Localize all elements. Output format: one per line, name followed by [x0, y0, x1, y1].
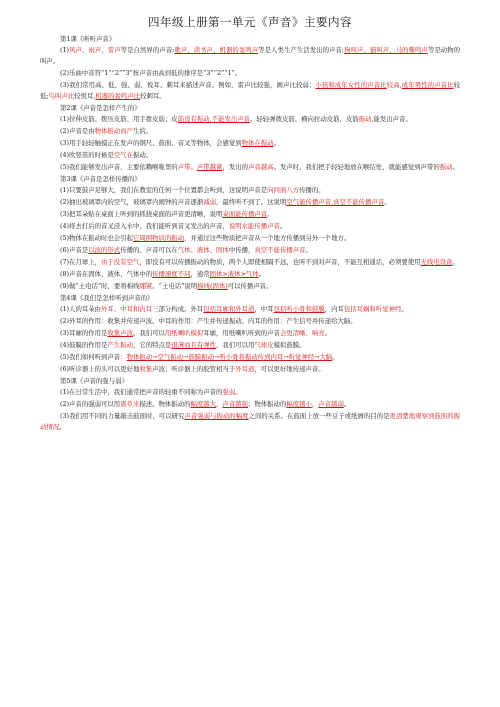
- content-paragraph: [40, 352, 460, 363]
- key-term: 向四面八方: [267, 186, 300, 194]
- content-paragraph: [40, 138, 460, 149]
- content-paragraph: [40, 269, 460, 280]
- text-segment: 。: [343, 400, 351, 408]
- key-term: 会更清晰、响亮: [279, 329, 325, 337]
- key-term: 绷紧: [139, 282, 153, 290]
- text-segment: ，通常: [190, 270, 210, 278]
- text-segment: ，并通过这些物质把声音从一个地方传播到另外一个地方。: [184, 234, 351, 242]
- lesson-heading: 第2课《声音是怎样产生的》: [60, 104, 141, 112]
- text-segment: (9)做“土电话”时，要将棉线: [60, 282, 140, 290]
- content-paragraph: [40, 281, 460, 292]
- key-point-underlined: 声音强弱与振动的幅度: [184, 412, 249, 420]
- lesson-heading: 第1课《听听声音》: [60, 35, 116, 43]
- content-paragraph: [40, 340, 460, 351]
- key-term: 声音越高: [248, 163, 274, 171]
- content-paragraph: [40, 209, 460, 220]
- content-paragraph: [40, 257, 460, 268]
- key-term: 收集: [139, 365, 153, 373]
- key-point-underlined: 很薄而且有弹性: [171, 341, 217, 349]
- content-paragraph: [40, 185, 460, 196]
- text-segment: ，发出的: [222, 163, 248, 171]
- lesson-heading: 第5课《声音的强与弱》: [60, 377, 128, 385]
- text-segment: ；物体振动的: [248, 400, 287, 408]
- key-point-underlined: 桌面能传播声音: [222, 210, 268, 218]
- key-term: 说明水能传播声音: [228, 222, 280, 230]
- text-segment: 生的。: [132, 127, 153, 135]
- content-paragraph: [40, 399, 460, 410]
- key-point-underlined: 以波的形式: [88, 246, 121, 254]
- text-segment: (3)用手轻轻触摸正在发声的钢尺、鼓面、音叉等物体，会感觉到: [60, 139, 242, 147]
- key-term: 震草来: [120, 400, 140, 408]
- text-segment: (1)在日常生活中，我们通常把声音的轻重不同称为声音的: [60, 388, 223, 396]
- text-segment: (4)吹竖笛的时候是: [60, 151, 114, 159]
- key-term: 包括耳蜗和听觉神经: [343, 305, 402, 313]
- text-segment: ，中耳: [254, 305, 274, 313]
- key-term: 较高,: [386, 81, 402, 89]
- text-segment: 。: [401, 305, 408, 313]
- content-paragraph: [40, 126, 460, 137]
- key-point-underlined: 收集声波: [107, 329, 133, 337]
- content-paragraph: [40, 114, 460, 125]
- text-segment: 。: [305, 246, 312, 254]
- key-point-underlined: 包括耳廓和外耳道: [203, 305, 255, 313]
- key-point-underlined: 声音越强: [222, 400, 248, 408]
- content-paragraph: [40, 328, 460, 339]
- key-term: 气球皮: [254, 341, 274, 349]
- text-segment: 。: [332, 353, 339, 361]
- key-term: 振动,: [358, 115, 374, 123]
- key-point-underlined: 无线电设备: [420, 258, 453, 266]
- content-paragraph: [40, 45, 460, 67]
- text-segment: 。: [267, 210, 274, 218]
- key-term: 空气在: [113, 151, 133, 159]
- content-paragraph: [40, 387, 460, 398]
- key-point-underlined: 它周围物质的振动: [132, 234, 185, 242]
- text-segment: (1)拉伸皮筋、拨压皮筋、用手拨皮筋；皮: [60, 115, 178, 123]
- content-paragraph: [40, 364, 460, 375]
- key-term: 声带: [177, 163, 191, 171]
- key-point-underlined: 歌声、读书声、机器的轰鸣声: [174, 46, 259, 54]
- text-segment: 等是自然界的声音;: [120, 46, 175, 54]
- text-segment: (8)声音在固体、液体、气体中的: [60, 270, 153, 278]
- key-point-underlined: 小孩和成年女性的声音比: [315, 81, 387, 89]
- key-point-underlined: 幅度越小: [286, 400, 312, 408]
- text-segment: 。: [235, 388, 242, 396]
- text-segment: (2)外耳的作用：收集并传递声波。中耳的作用：产生并传递振动。内耳的作用：产生信号并传递给大脑。: [60, 317, 357, 325]
- text-segment: 。: [279, 222, 287, 230]
- text-segment: (1)只要鼓声足够大，我们在教室的任何一个位置都会听到，这说明声音是: [60, 186, 268, 194]
- text-segment: 之间的关系。在鼓面上放一些豆子或纸屑的目的是: [248, 412, 390, 420]
- content-paragraph: [40, 221, 460, 232]
- text-segment: 。: [452, 258, 459, 266]
- text-segment: (6)声音是: [60, 246, 89, 254]
- key-point-underlined: 包括听小骨和鼓膜: [273, 305, 325, 313]
- content-paragraph: [40, 411, 460, 433]
- key-point-underlined: 棉线(固体): [197, 282, 228, 290]
- key-point-underlined: 空气能传播声音,真空不能传播声音: [286, 198, 385, 206]
- content-paragraph: [40, 316, 460, 327]
- text-segment: 传播的。: [299, 186, 325, 194]
- text-segment: ，即没有可以传播振动的物质，两个人即使相隔不远，也听不到对声音，不能互相通话，必须要使用: [139, 258, 421, 266]
- text-segment: (4)鼓膜的作用是: [60, 341, 108, 349]
- text-segment: (3)我们用不同的力量敲击鼓面时，可以研究: [60, 412, 185, 420]
- text-segment: ，它的特点是: [132, 341, 172, 349]
- text-segment: ，内耳: [324, 305, 344, 313]
- text-segment: (2)乐曲中音符“1”“2”“3”按声音由高到低的排序是“3”“2”“1”。: [60, 69, 242, 77]
- text-segment: 较悦耳,: [74, 92, 96, 100]
- key-term: 鸟叫声比: [48, 92, 75, 100]
- key-point-underlined: 固体>液体>气体: [209, 270, 259, 278]
- text-segment: 振动。: [132, 151, 153, 159]
- text-segment: 等是人类生产生活发出的声音;: [258, 46, 345, 54]
- key-term: 由于没有空气: [101, 258, 140, 266]
- text-segment: (2)声音是由: [60, 127, 95, 135]
- text-segment: (3)耳廓的作用是: [60, 329, 108, 337]
- key-term: 更清楚地观察到鼓面的振动情况: [40, 412, 461, 431]
- text-segment: (1): [60, 46, 70, 54]
- text-segment: ，: [216, 400, 223, 408]
- lesson-heading: 第4课《我们是怎样听到声音的》: [60, 294, 154, 302]
- key-point-underlined: 幅度越大: [190, 400, 217, 408]
- text-segment: ，: [311, 400, 319, 408]
- text-segment: 。: [324, 329, 332, 337]
- text-segment: 。: [258, 270, 266, 278]
- text-segment: (7)在月球上，: [60, 258, 102, 266]
- text-segment: 声波；听诊器上的胶管相当于: [152, 365, 236, 373]
- content-paragraph: [40, 80, 460, 102]
- key-term: 物体振动而产: [94, 127, 133, 135]
- key-term: 产生振动: [107, 341, 133, 349]
- text-segment: (4)将去打后的音叉浸入水中，我们能听到音叉发出的声音，: [60, 222, 229, 230]
- text-segment: 模拟鼓膜。: [273, 341, 306, 349]
- key-point-underlined: 狗叫声、猫叫声、马的嘶鸣声: [344, 46, 428, 54]
- text-segment: ，可以更好地传递声音。: [254, 365, 325, 373]
- text-segment: 描述。物体振动的: [139, 400, 191, 408]
- key-point-underlined: 筋没有振动,: [177, 115, 212, 123]
- text-segment: 传播的。声音可以在: [120, 246, 178, 254]
- page-title: 四年级上册第一单元《声音》主要内容: [148, 15, 352, 29]
- lesson-heading: 第3课《声音是怎样传播的》: [60, 175, 141, 183]
- text-segment: 。发声时，我们把手轻轻地放在喉结处，就能感觉到声带的: [273, 163, 440, 171]
- text-segment: 。“土电话”说明: [152, 282, 198, 290]
- content-paragraph: [40, 245, 460, 256]
- text-segment: 较刺耳。: [140, 92, 166, 100]
- content-paragraph: [40, 197, 460, 208]
- key-term: 气体、液体、固体: [177, 246, 229, 254]
- text-segment: 中传播，: [228, 246, 255, 254]
- text-segment: ，最终听不到了。这说明: [216, 198, 287, 206]
- text-segment: 。: [190, 163, 197, 171]
- text-segment: 耳廓，用纸喇叭听到的声音: [203, 329, 280, 337]
- text-segment: (2)抽出玻璃罩内的空气，玻璃罩内闹钟的声音逐渐: [60, 198, 204, 206]
- content-paragraph: [40, 68, 460, 79]
- text-segment: 三部分构成。外耳: [152, 305, 204, 313]
- text-segment: (3)把耳朵贴在桌面上听到的抓挠桌面的声音更清晰，说明: [60, 210, 223, 218]
- text-segment: ，我们可以用: [216, 341, 255, 349]
- key-point-underlined: 不能发出声音: [211, 115, 251, 123]
- key-point-underlined: 声音越弱: [318, 400, 344, 408]
- text-segment: 。: [59, 423, 66, 431]
- key-term: 振动: [439, 163, 453, 171]
- key-point-underlined: 机器的轰鸣声比: [95, 92, 141, 100]
- text-segment: (2)声音的强弱可以用: [60, 400, 121, 408]
- content-paragraph: [40, 150, 460, 161]
- text-segment: 较低;: [40, 81, 460, 100]
- content-paragraph: [40, 233, 460, 244]
- text-segment: 。我们可以: [132, 329, 165, 337]
- text-segment: 。: [452, 163, 459, 171]
- text-segment: (6)听诊器上的头可以更好地: [60, 365, 140, 373]
- key-term: 减弱: [203, 198, 217, 206]
- key-point-underlined: 物体振动→空气振动→鼓膜振动→听小骨将振动传到内耳→听觉神经→大脑: [126, 353, 333, 361]
- document-body: [40, 34, 460, 433]
- text-segment: (3)我们常用高、低、强、弱、悦耳、刺耳来描述声音。例如，雷声比较强，画声比较弱；: [60, 81, 316, 89]
- content-paragraph: [40, 162, 460, 173]
- text-segment: (5)我们能够发出声音，主要依赖喉咙里的: [60, 163, 178, 171]
- key-term: 真空不能传播声音: [254, 246, 306, 254]
- text-segment: (1)人的耳朵由: [60, 305, 102, 313]
- text-segment: 。: [384, 198, 391, 206]
- key-point-underlined: 声带越紧: [196, 163, 223, 171]
- key-term: 风声、雨声、雷声: [69, 46, 121, 54]
- key-point-underlined: 成年男性的声音比: [401, 81, 454, 89]
- key-point-underlined: 物体在振动: [241, 139, 274, 147]
- key-term: 用纸喇叭模拟: [164, 329, 204, 337]
- text-segment: 。: [273, 139, 280, 147]
- text-segment: 。轻轻弹拨皮筋、横向拉动皮筋，皮筋: [250, 115, 359, 123]
- text-segment: (5)我们如何听到声音：: [60, 353, 127, 361]
- text-segment: (5)物体在振动时也会引起: [60, 234, 133, 242]
- content-paragraph: [40, 304, 460, 315]
- key-term: 外耳、中耳和内耳: [101, 305, 153, 313]
- text-segment: 可以传播声音。: [227, 282, 273, 290]
- text-segment: 能发出声音。: [373, 115, 412, 123]
- key-point-underlined: 传播速度不同: [152, 270, 191, 278]
- key-term: 外耳道: [235, 365, 255, 373]
- text-segment: 等是动物的叫声。: [40, 46, 461, 65]
- key-term: 强弱: [222, 388, 236, 396]
